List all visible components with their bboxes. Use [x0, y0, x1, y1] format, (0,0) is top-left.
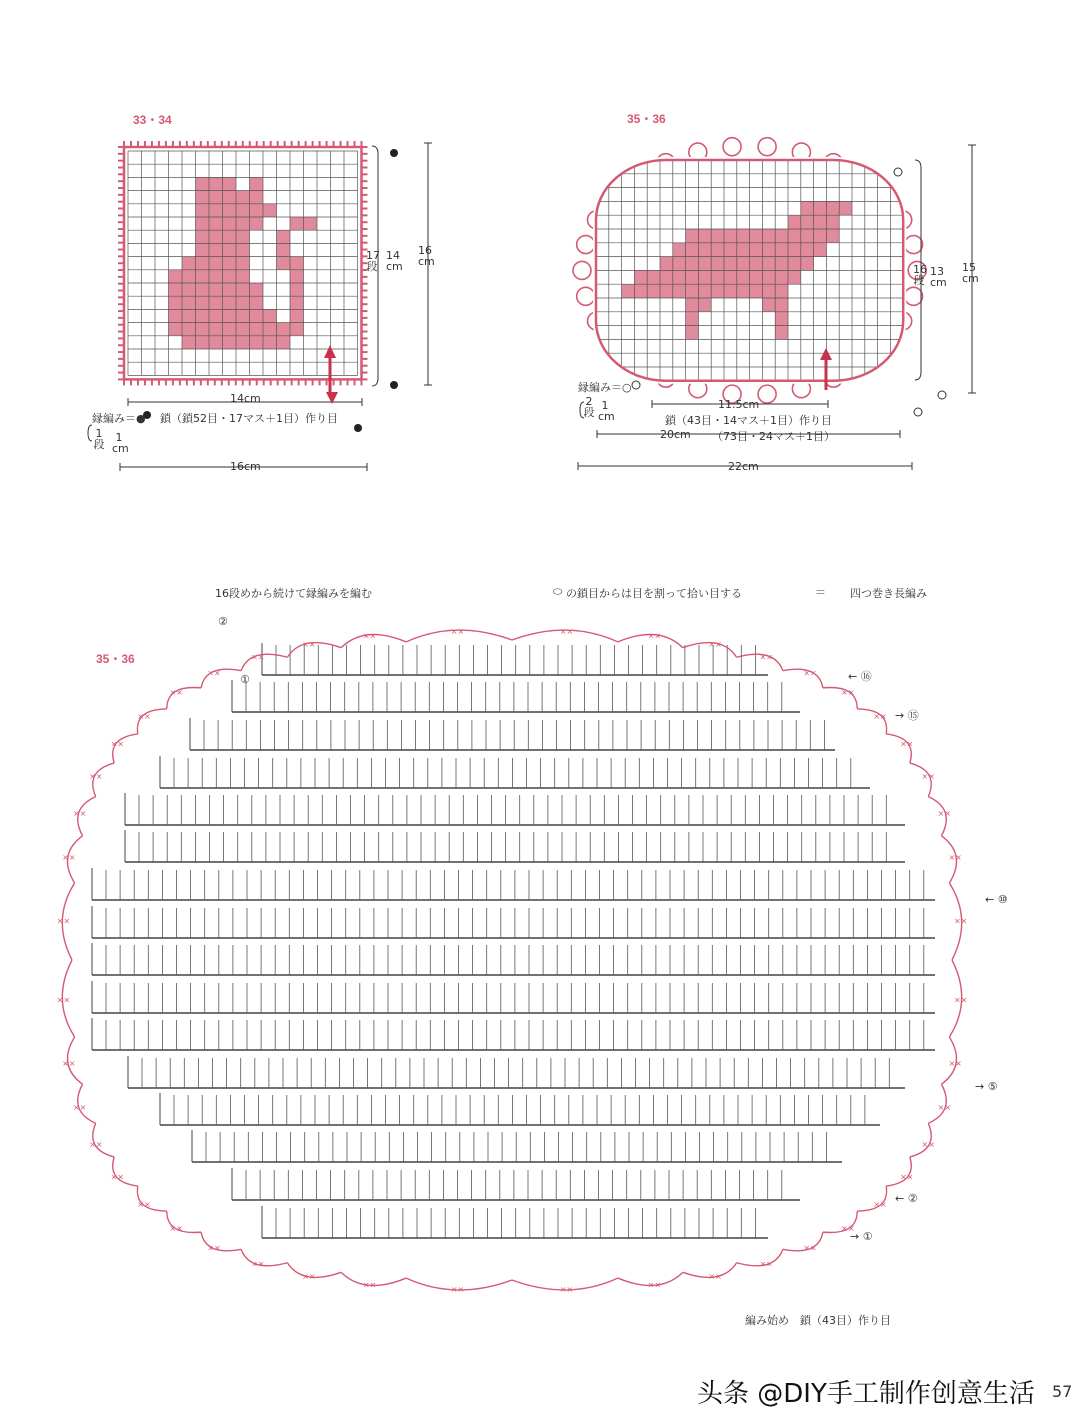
- x-mark: ××: [759, 652, 773, 662]
- x-mark: ××: [302, 1271, 316, 1281]
- cat-cell: [290, 296, 304, 309]
- scallop: [723, 138, 741, 156]
- x-mark: ××: [559, 1284, 574, 1294]
- x-mark: ××: [62, 1058, 76, 1068]
- x-mark: ××: [708, 1271, 722, 1281]
- right-height-outer: 15 cm: [962, 261, 979, 285]
- left-width-outer: 16cm: [230, 460, 261, 473]
- edge-marker-1: ①: [240, 673, 250, 686]
- x-mark: ××: [559, 627, 574, 637]
- x-mark: ××: [803, 1243, 817, 1253]
- note-symbol: 四つ巻き長編み: [850, 587, 927, 600]
- start-note: 編み始め 鎖（43目）作り目: [745, 1314, 891, 1327]
- scallop: [758, 385, 776, 403]
- chart-label-33-34: 33・34: [133, 113, 172, 127]
- x-mark: ××: [56, 995, 71, 1005]
- x-mark: ××: [207, 1243, 221, 1253]
- cat-cell: [775, 326, 788, 340]
- cat-cell: [169, 296, 264, 309]
- left-border-rows: 1段: [93, 427, 105, 451]
- cat-cell: [686, 312, 699, 326]
- cat-cell: [196, 191, 264, 204]
- cat-cell: [277, 230, 291, 243]
- x-mark: ××: [72, 808, 87, 818]
- cat-cell: [622, 284, 686, 298]
- cat-cell: [250, 177, 264, 190]
- cat-cell: [290, 270, 304, 283]
- x-mark: ××: [450, 627, 465, 637]
- cat-cell: [182, 257, 250, 270]
- x-mark: ××: [137, 711, 151, 721]
- right-width-mid-note: （73目・24マス＋1目）: [712, 430, 835, 443]
- x-mark: ××: [362, 1280, 377, 1290]
- x-mark: ××: [953, 916, 968, 926]
- row-marker-10: ← ⑩: [985, 893, 1008, 906]
- left-height-rows: 17段: [366, 249, 380, 273]
- left-width-inner: 14cm: [230, 392, 261, 405]
- x-mark: ××: [137, 1200, 151, 1210]
- x-mark: ××: [110, 1172, 124, 1182]
- cat-cell: [196, 217, 264, 230]
- row-marker-1: → ①: [850, 1230, 873, 1243]
- x-mark: ××: [450, 1284, 465, 1294]
- cat-cell: [775, 312, 788, 326]
- symbol-eq: ＝: [815, 586, 826, 599]
- scallop: [905, 287, 923, 305]
- cat-cell: [290, 257, 304, 270]
- row-marker-5: → ⑤: [975, 1080, 998, 1093]
- x-mark: ××: [948, 1058, 962, 1068]
- x-mark: ××: [953, 995, 968, 1005]
- x-mark: ××: [841, 688, 855, 698]
- x-mark: ××: [251, 1259, 265, 1269]
- scallop: [577, 287, 595, 305]
- left-height-cm: 14 cm: [386, 249, 403, 273]
- scallop: [758, 138, 776, 156]
- x-mark: ××: [873, 1200, 887, 1210]
- x-mark: ××: [921, 771, 935, 781]
- chart-label-35-36-top: 35・36: [627, 112, 666, 126]
- stitch-diagram: [57, 581, 968, 1294]
- x-mark: ××: [251, 652, 265, 662]
- x-mark: ××: [72, 1103, 87, 1113]
- x-mark: ××: [841, 1223, 855, 1233]
- x-mark: ××: [56, 916, 71, 926]
- x-mark: ××: [900, 739, 914, 749]
- cat-cell: [686, 326, 699, 340]
- cat-cell: [290, 283, 304, 296]
- cat-cell: [277, 243, 291, 256]
- scallop: [905, 236, 923, 254]
- right-foundation-note: 鎖（43目・14マス＋1目）作り目: [665, 414, 832, 427]
- cat-cell: [634, 270, 800, 284]
- x-mark: ××: [62, 853, 76, 863]
- note-continue: 16段めから続けて縁編みを編む: [215, 587, 372, 600]
- x-mark: ××: [937, 808, 952, 818]
- row-marker-2: ← ②: [895, 1192, 918, 1205]
- row-marker-15: → ⑮: [895, 709, 919, 722]
- x-mark: ××: [921, 1140, 935, 1150]
- note-chain: の鎖目からは目を割って拾い目する: [566, 587, 742, 600]
- oval-grid-chart: [573, 138, 926, 403]
- right-width-mid: 20cm: [660, 428, 691, 441]
- x-mark: ××: [169, 688, 183, 698]
- x-mark: ××: [169, 1223, 183, 1233]
- right-border-rows: 2段: [583, 395, 595, 419]
- chart-label-35-36-bottom: 35・36: [96, 652, 135, 666]
- chain-symbol: ⬭: [553, 585, 563, 598]
- scallop: [573, 261, 591, 279]
- x-mark: ××: [110, 739, 124, 749]
- left-height-outer: 16 cm: [418, 244, 435, 268]
- edge-marker-2: ②: [218, 615, 228, 628]
- x-mark: ××: [302, 640, 316, 650]
- x-mark: ××: [948, 853, 962, 863]
- x-mark: ××: [362, 631, 377, 641]
- x-mark: ××: [900, 1172, 914, 1182]
- left-foundation-note: 鎖（鎖52目・17マス＋1目）作り目: [160, 412, 338, 425]
- x-mark: ××: [647, 631, 662, 641]
- right-width-outer: 22cm: [728, 460, 759, 473]
- cat-cell: [277, 257, 291, 270]
- x-mark: ××: [647, 1280, 662, 1290]
- x-mark: ××: [89, 771, 103, 781]
- right-width-inner: 11.5cm: [718, 398, 760, 411]
- right-border-cm: 1 cm: [598, 399, 615, 423]
- x-mark: ××: [207, 668, 221, 678]
- right-border-label: 縁編み＝○: [578, 381, 632, 394]
- scallop: [577, 236, 595, 254]
- cat-cell: [290, 309, 304, 322]
- page-number: 57: [1052, 1382, 1073, 1401]
- x-mark: ××: [708, 640, 722, 650]
- row-marker-16: ← ⑯: [848, 670, 872, 683]
- pink-border: [57, 627, 968, 1294]
- left-border-label: 縁編み＝●: [92, 412, 146, 425]
- left-border-cm: 1 cm: [112, 431, 129, 455]
- watermark: 头条 @DIY手工制作创意生活: [697, 1379, 1035, 1409]
- right-height-cm: 13 cm: [930, 265, 947, 289]
- cat-cell: [196, 177, 237, 190]
- x-mark: ××: [759, 1259, 773, 1269]
- cat-cell: [169, 283, 264, 296]
- x-mark: ××: [89, 1140, 103, 1150]
- x-mark: ××: [937, 1103, 952, 1113]
- x-mark: ××: [803, 668, 817, 678]
- x-mark: ××: [873, 711, 887, 721]
- right-height-rows: 16段: [913, 263, 927, 287]
